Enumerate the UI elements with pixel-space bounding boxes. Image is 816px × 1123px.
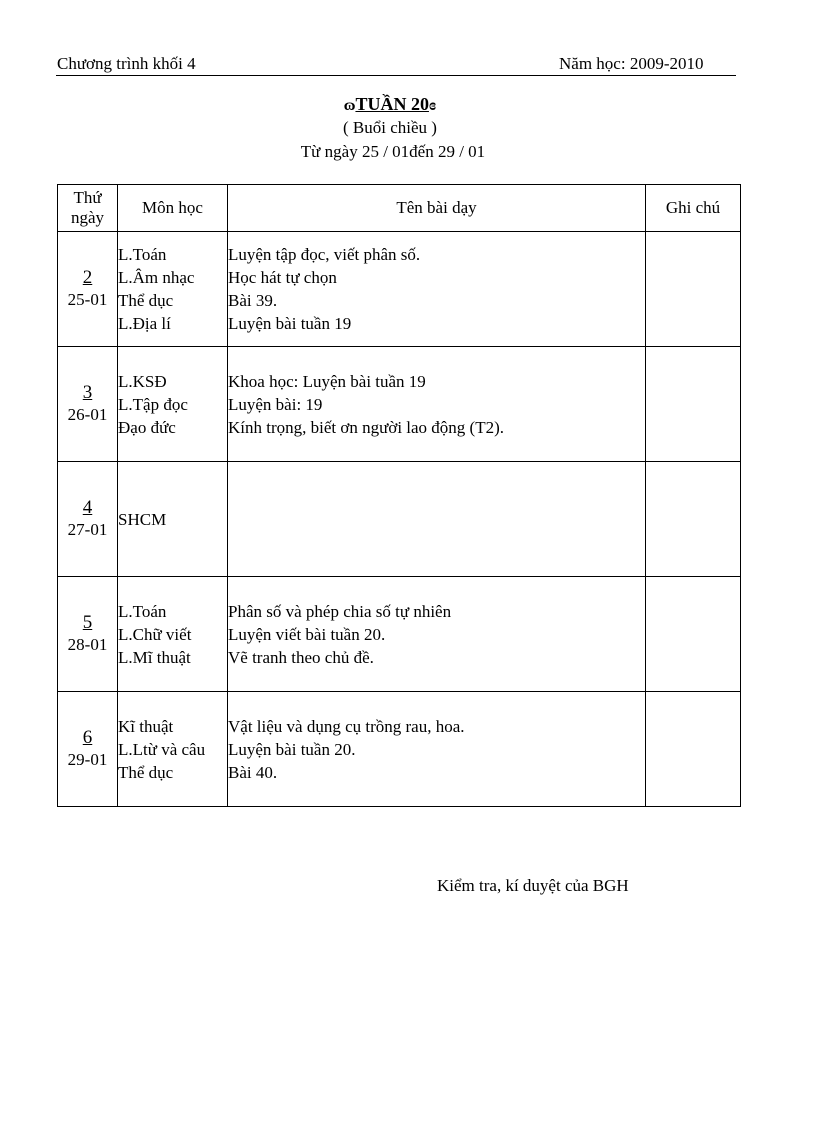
subject-item: L.Tập đọc xyxy=(118,394,188,414)
subject-item: Kĩ thuật xyxy=(118,716,174,736)
table-row xyxy=(58,577,741,692)
day-cell xyxy=(58,692,118,807)
header-day-line1: Thứ xyxy=(73,188,102,207)
lesson-item: Luyện tập đọc, viết phân số. xyxy=(228,245,421,264)
subject-item: Thể dục xyxy=(118,291,174,310)
subject-item: Thể dục xyxy=(118,762,174,782)
note-cell xyxy=(646,692,741,807)
subtitle: ( Buổi chiều ) xyxy=(343,118,437,137)
lesson-cell xyxy=(228,692,646,807)
lesson-item: Vật liệu và dụng cụ trồng rau, hoa. xyxy=(228,716,465,736)
day-number: 3 xyxy=(82,382,93,403)
subject-cell xyxy=(118,232,228,347)
day-cell xyxy=(58,577,118,692)
subject-cell xyxy=(118,692,228,807)
subject-item: L.Âm nhạc xyxy=(118,268,195,287)
subject-item: L.Địa lí xyxy=(118,314,171,333)
header-subject: Môn học xyxy=(118,185,228,232)
subject-cell xyxy=(118,462,228,577)
subject-cell xyxy=(118,347,228,462)
day-date: 29-01 xyxy=(67,750,108,769)
subject-item: L.Toán xyxy=(118,601,167,621)
day-cell xyxy=(58,232,118,347)
subject-item: L.KSĐ xyxy=(118,371,167,391)
subject-item: L.Mĩ thuật xyxy=(118,647,191,667)
day-date: 28-01 xyxy=(67,635,108,654)
header-note: Ghi chú xyxy=(646,185,741,232)
day-cell xyxy=(58,347,118,462)
header-day xyxy=(58,185,118,232)
subject-item: L.Chữ viết xyxy=(118,624,192,644)
table-row xyxy=(58,692,741,807)
subject-item: SHCM xyxy=(118,509,167,529)
header-rule xyxy=(56,75,736,76)
lesson-item: Học hát tự chọn xyxy=(228,268,337,287)
lesson-cell xyxy=(228,577,646,692)
day-date: 26-01 xyxy=(67,405,108,424)
lesson-cell xyxy=(228,462,646,577)
lesson-item: Bài 39. xyxy=(228,291,278,310)
title-ornament-left: ɷ xyxy=(343,97,356,114)
signature-line: Kiểm tra, kí duyệt của BGH xyxy=(437,876,629,895)
lesson-item: Kính trọng, biết ơn người lao động (T2). xyxy=(228,417,505,437)
note-cell xyxy=(646,347,741,462)
lesson-item: Bài 40. xyxy=(228,762,278,782)
day-date: 25-01 xyxy=(67,290,108,309)
title-ornament-right: ɞ xyxy=(428,97,437,114)
header-lesson: Tên bài dạy xyxy=(228,185,646,232)
subject-item: L.Toán xyxy=(118,245,167,264)
note-cell xyxy=(646,232,741,347)
table-row xyxy=(58,347,741,462)
day-number: 2 xyxy=(82,267,93,288)
day-number: 6 xyxy=(82,727,93,748)
lesson-cell xyxy=(228,232,646,347)
subject-item: L.Ltừ và câu xyxy=(118,739,206,759)
note-cell xyxy=(646,577,741,692)
lesson-item: Vẽ tranh theo chủ đề. xyxy=(228,647,374,667)
subject-item: Đạo đức xyxy=(118,417,176,437)
table-row xyxy=(58,232,741,347)
day-number: 4 xyxy=(82,497,93,518)
day-cell xyxy=(58,462,118,577)
page-title xyxy=(0,94,780,115)
lesson-item: Phân số và phép chia số tự nhiên xyxy=(228,601,452,621)
table-header-row xyxy=(58,185,741,232)
lesson-item: Luyện bài: 19 xyxy=(228,394,323,414)
header-day-line2: ngày xyxy=(70,208,105,227)
day-number: 5 xyxy=(82,612,93,633)
table-row xyxy=(58,462,741,577)
lesson-cell xyxy=(228,347,646,462)
note-cell xyxy=(646,462,741,577)
subject-cell xyxy=(118,577,228,692)
header-left: Chương trình khối 4 xyxy=(57,54,196,73)
lesson-item: Luyện bài tuần 20. xyxy=(228,739,356,759)
lesson-item: Luyện bài tuần 19 xyxy=(228,314,352,333)
lesson-item: Luyện viết bài tuần 20. xyxy=(228,624,386,644)
day-date: 27-01 xyxy=(67,520,108,539)
schedule-table xyxy=(57,184,741,807)
title-text: TUẦN 20 xyxy=(355,94,429,114)
lesson-item: Khoa học: Luyện bài tuần 19 xyxy=(228,371,426,391)
date-range: Từ ngày 25 / 01đến 29 / 01 xyxy=(300,142,486,161)
header-right: Năm học: 2009-2010 xyxy=(559,54,704,73)
